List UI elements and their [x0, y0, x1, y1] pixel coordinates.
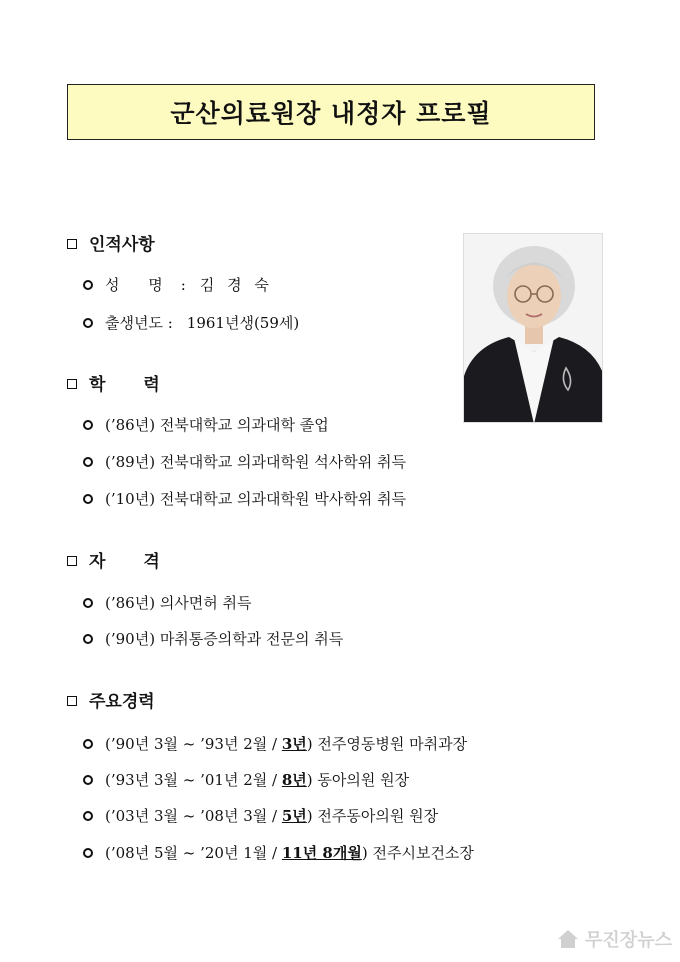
profile-photo — [463, 233, 603, 423]
section-education-title: 학 력 — [89, 375, 176, 395]
name-separator: : — [180, 275, 186, 294]
career-duration: 8년 — [281, 771, 307, 789]
section-qualifications-heading — [67, 547, 176, 572]
section-personal-heading — [67, 230, 155, 255]
section-education-heading — [67, 370, 176, 395]
career-item — [83, 805, 438, 826]
qualification-item — [83, 592, 252, 613]
circle-bullet-icon — [83, 811, 93, 821]
career-duration: 3년 — [281, 735, 307, 753]
title-box — [67, 84, 595, 140]
name-value: 김 경 숙 — [199, 276, 273, 294]
section-qualifications-title: 자 격 — [89, 552, 176, 572]
education-item — [83, 488, 406, 509]
page-title: 군산의료원장 내정자 프로필 — [170, 99, 492, 128]
circle-bullet-icon — [83, 457, 93, 467]
education-item — [83, 451, 406, 472]
career-period: (’93년 3월 ~ ’01년 2월 / — [105, 771, 282, 789]
circle-bullet-icon — [83, 739, 93, 749]
personal-name-row — [83, 274, 273, 295]
birth-value: 1961년생(59세) — [186, 314, 300, 332]
circle-bullet-icon — [83, 420, 93, 430]
career-position: ) 전주시보건소장 — [361, 844, 474, 862]
circle-bullet-icon — [83, 494, 93, 504]
qualification-item-text: (’90년) 마취통증의학과 전문의 취득 — [105, 630, 344, 648]
education-item-text: (’10년) 전북대학교 의과대학원 박사학위 취득 — [105, 490, 406, 508]
career-duration: 5년 — [281, 807, 307, 825]
qualification-item — [83, 628, 343, 649]
qualification-item-text: (’86년) 의사면허 취득 — [105, 594, 252, 612]
career-position: ) 전주영동병원 마취과장 — [306, 735, 468, 753]
circle-bullet-icon — [83, 318, 93, 328]
education-item — [83, 414, 329, 435]
education-item-text: (’89년) 전북대학교 의과대학원 석사학위 취득 — [105, 453, 406, 471]
section-career-title: 주요경력 — [89, 692, 155, 712]
name-label: 성 명 — [105, 276, 175, 294]
circle-bullet-icon — [83, 280, 93, 290]
house-logo-icon — [557, 928, 579, 950]
career-position: ) 동아의원 원장 — [306, 771, 410, 789]
career-item — [83, 842, 474, 863]
square-bullet-icon — [67, 379, 77, 389]
education-item-text: (’86년) 전북대학교 의과대학 졸업 — [105, 416, 329, 434]
watermark-text: 무진장뉴스 — [585, 930, 672, 951]
circle-bullet-icon — [83, 598, 93, 608]
square-bullet-icon — [67, 696, 77, 706]
career-duration: 11년 8개월 — [281, 844, 362, 862]
section-personal-title: 인적사항 — [89, 235, 155, 255]
square-bullet-icon — [67, 556, 77, 566]
career-period: (’03년 3월 ~ ’08년 3월 / — [105, 807, 282, 825]
career-period: (’90년 3월 ~ ’93년 2월 / — [105, 735, 282, 753]
birth-label: 출생년도 : — [105, 314, 173, 332]
portrait-illustration — [464, 234, 603, 423]
circle-bullet-icon — [83, 634, 93, 644]
career-item — [83, 733, 467, 754]
circle-bullet-icon — [83, 848, 93, 858]
watermark — [557, 926, 672, 952]
career-item — [83, 769, 409, 790]
career-position: ) 전주동아의원 원장 — [306, 807, 439, 825]
circle-bullet-icon — [83, 775, 93, 785]
square-bullet-icon — [67, 239, 77, 249]
section-career-heading — [67, 687, 155, 712]
personal-birth-row — [83, 312, 299, 333]
career-period: (’08년 5월 ~ ’20년 1월 / — [105, 844, 282, 862]
